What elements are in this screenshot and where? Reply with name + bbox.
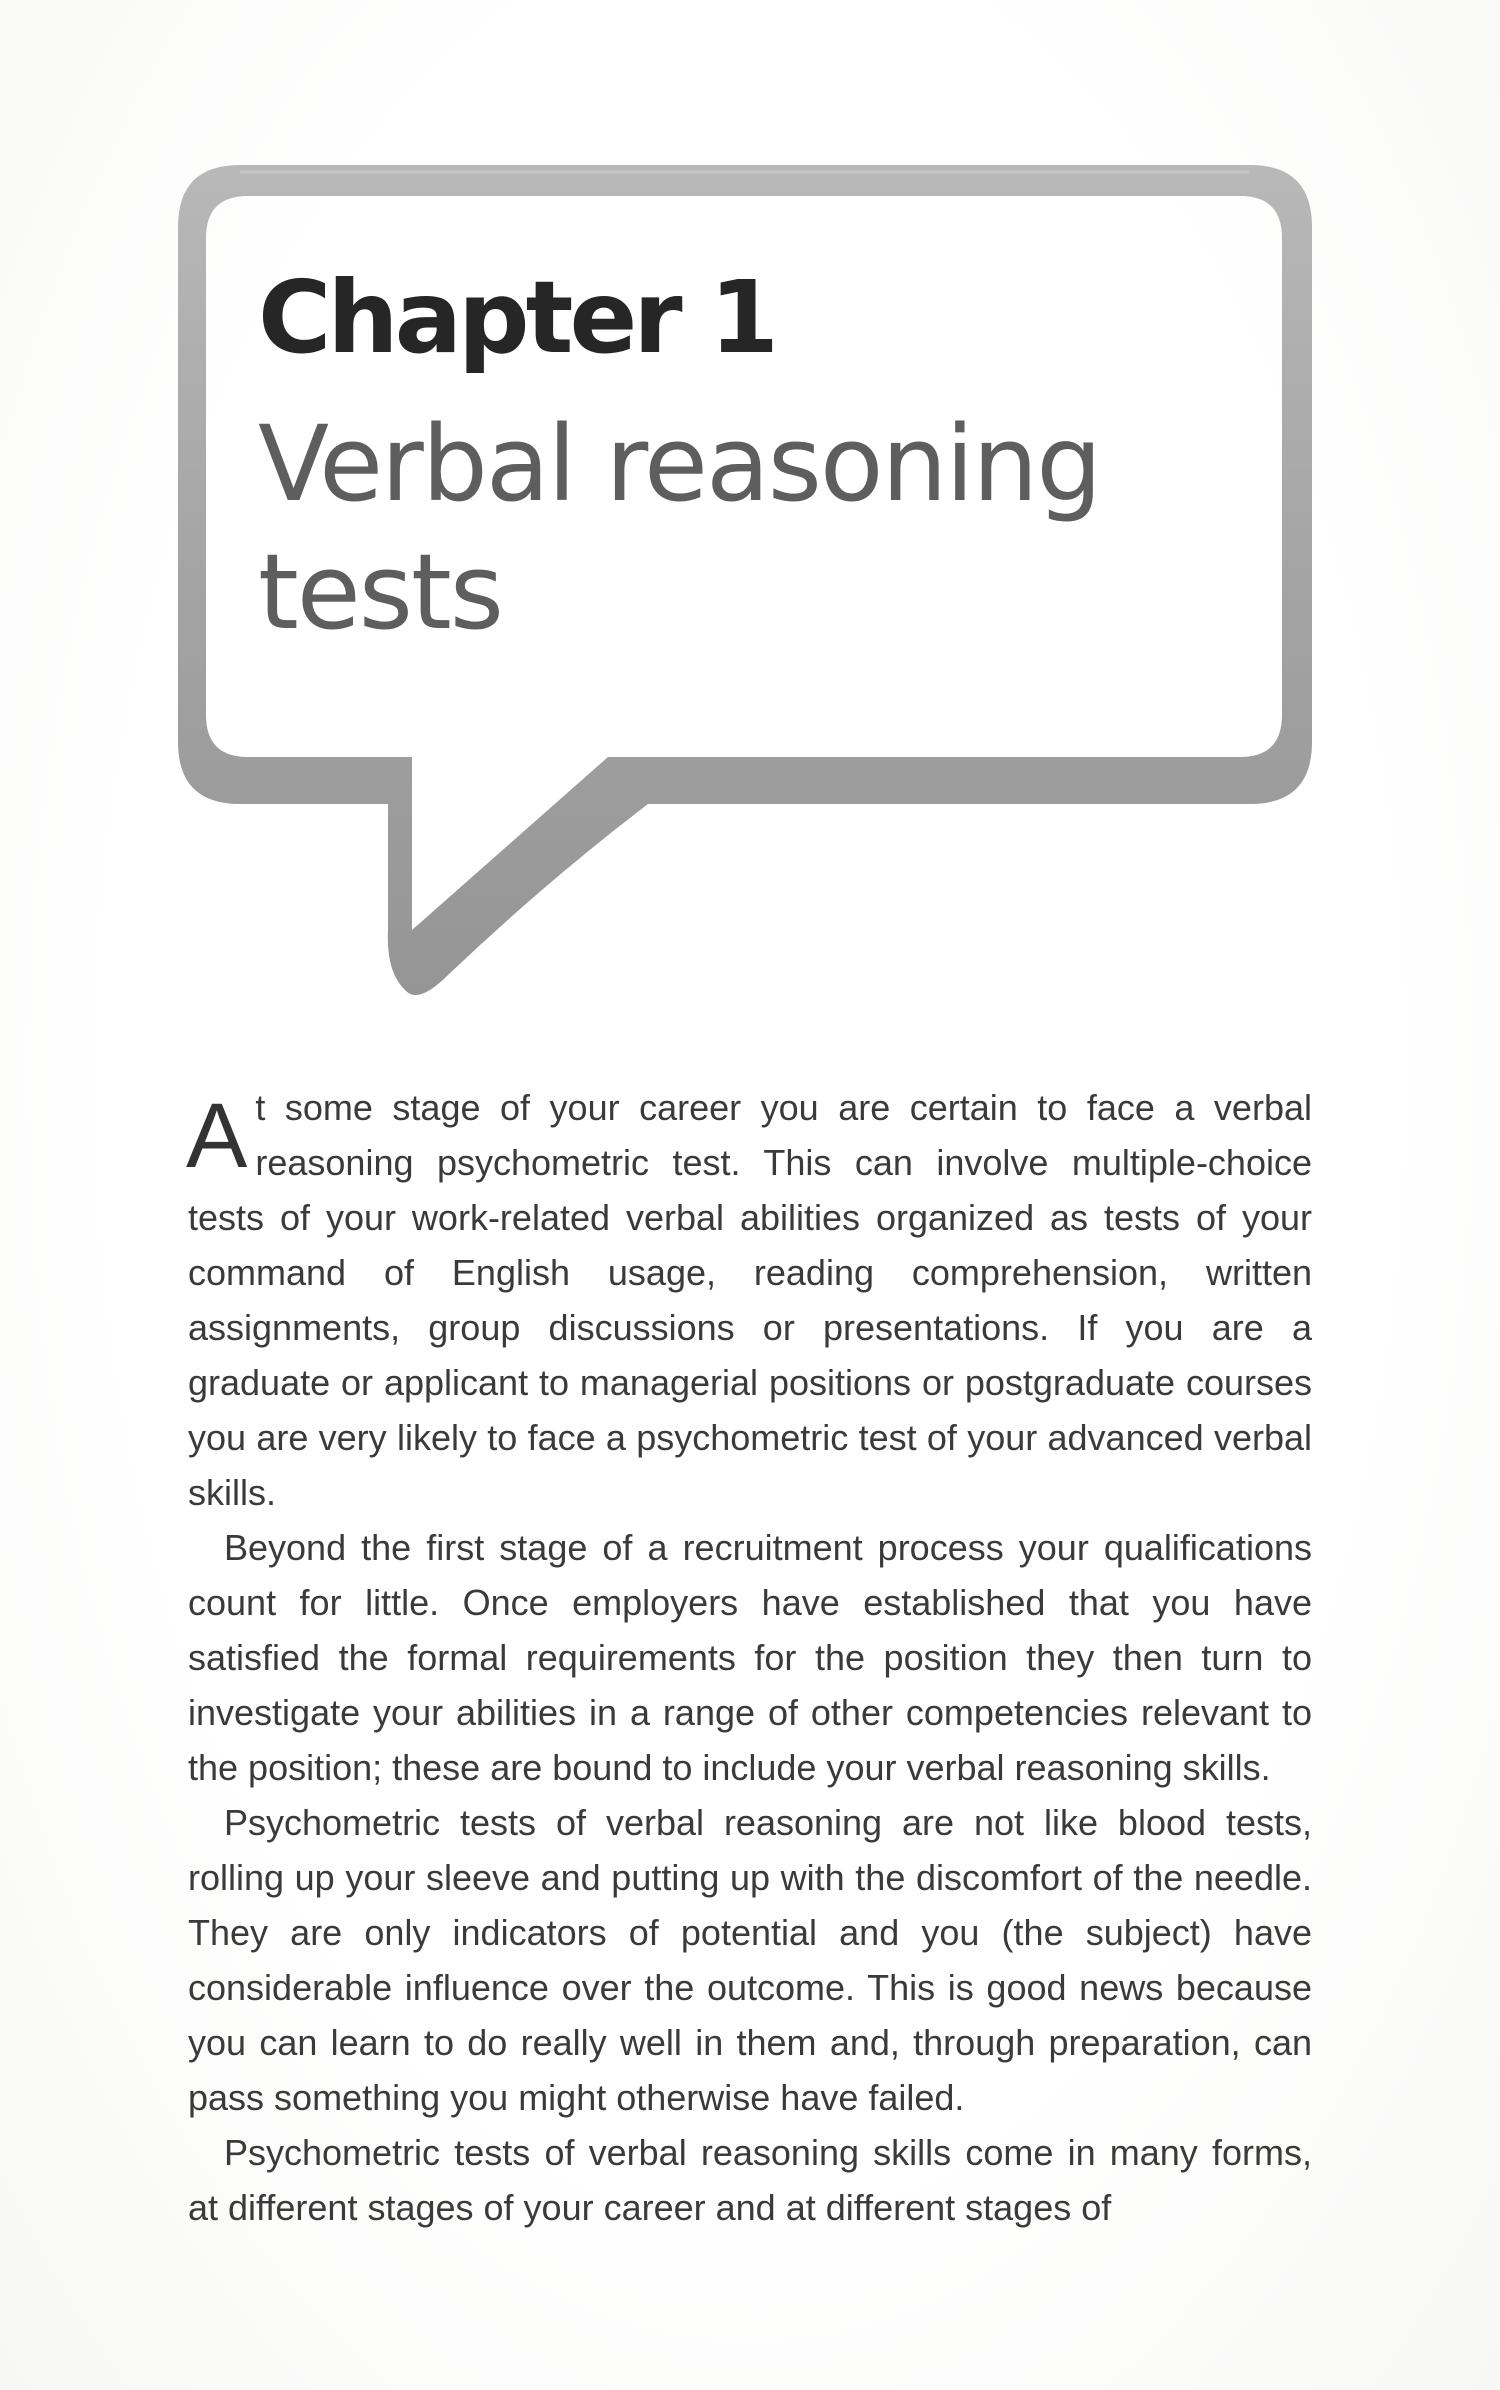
chapter-label: Chapter 1 xyxy=(258,259,775,376)
paragraph-1-text: t some stage of your career you are certain to face a verbal reasoning psychometric test. This can involve multiple-choice tests of your work-related verbal abilities organized as tests of your command of English usage, reading comprehension, written assignments, group discussions or presentations. If you are a graduate or applicant to managerial positions or postgraduate courses you are very likely to face a psychometric test of your advanced verbal skills. xyxy=(188,1087,1312,1513)
paragraph-1 xyxy=(188,1080,1312,1520)
chapter-title: Verbal reasoning tests xyxy=(258,403,1101,653)
drop-cap: A xyxy=(186,1085,248,1187)
paragraph-3: Psychometric tests of verbal reasoning are not like blood tests, rolling up your sleeve and putting up with the discomfort of the needle. They are only indicators of potential and you (the subject) have considerable influence over the outcome. This is good news because you can learn to do really well in them and, through preparation, can pass something you might otherwise have failed. xyxy=(188,1802,1312,2118)
body-text xyxy=(188,1080,1312,2235)
paragraph-4: Psychometric tests of verbal reasoning skills come in many forms, at different stages of your career and at different stages of xyxy=(188,2132,1312,2228)
paragraph-2: Beyond the first stage of a recruitment process your qualifications count for little. Once employers have established that you have satisfied the formal requirements for the position they then turn to investigate your abilities in a range of other competencies relevant to the position; these are bound to include your verbal reasoning skills. xyxy=(188,1527,1312,1788)
